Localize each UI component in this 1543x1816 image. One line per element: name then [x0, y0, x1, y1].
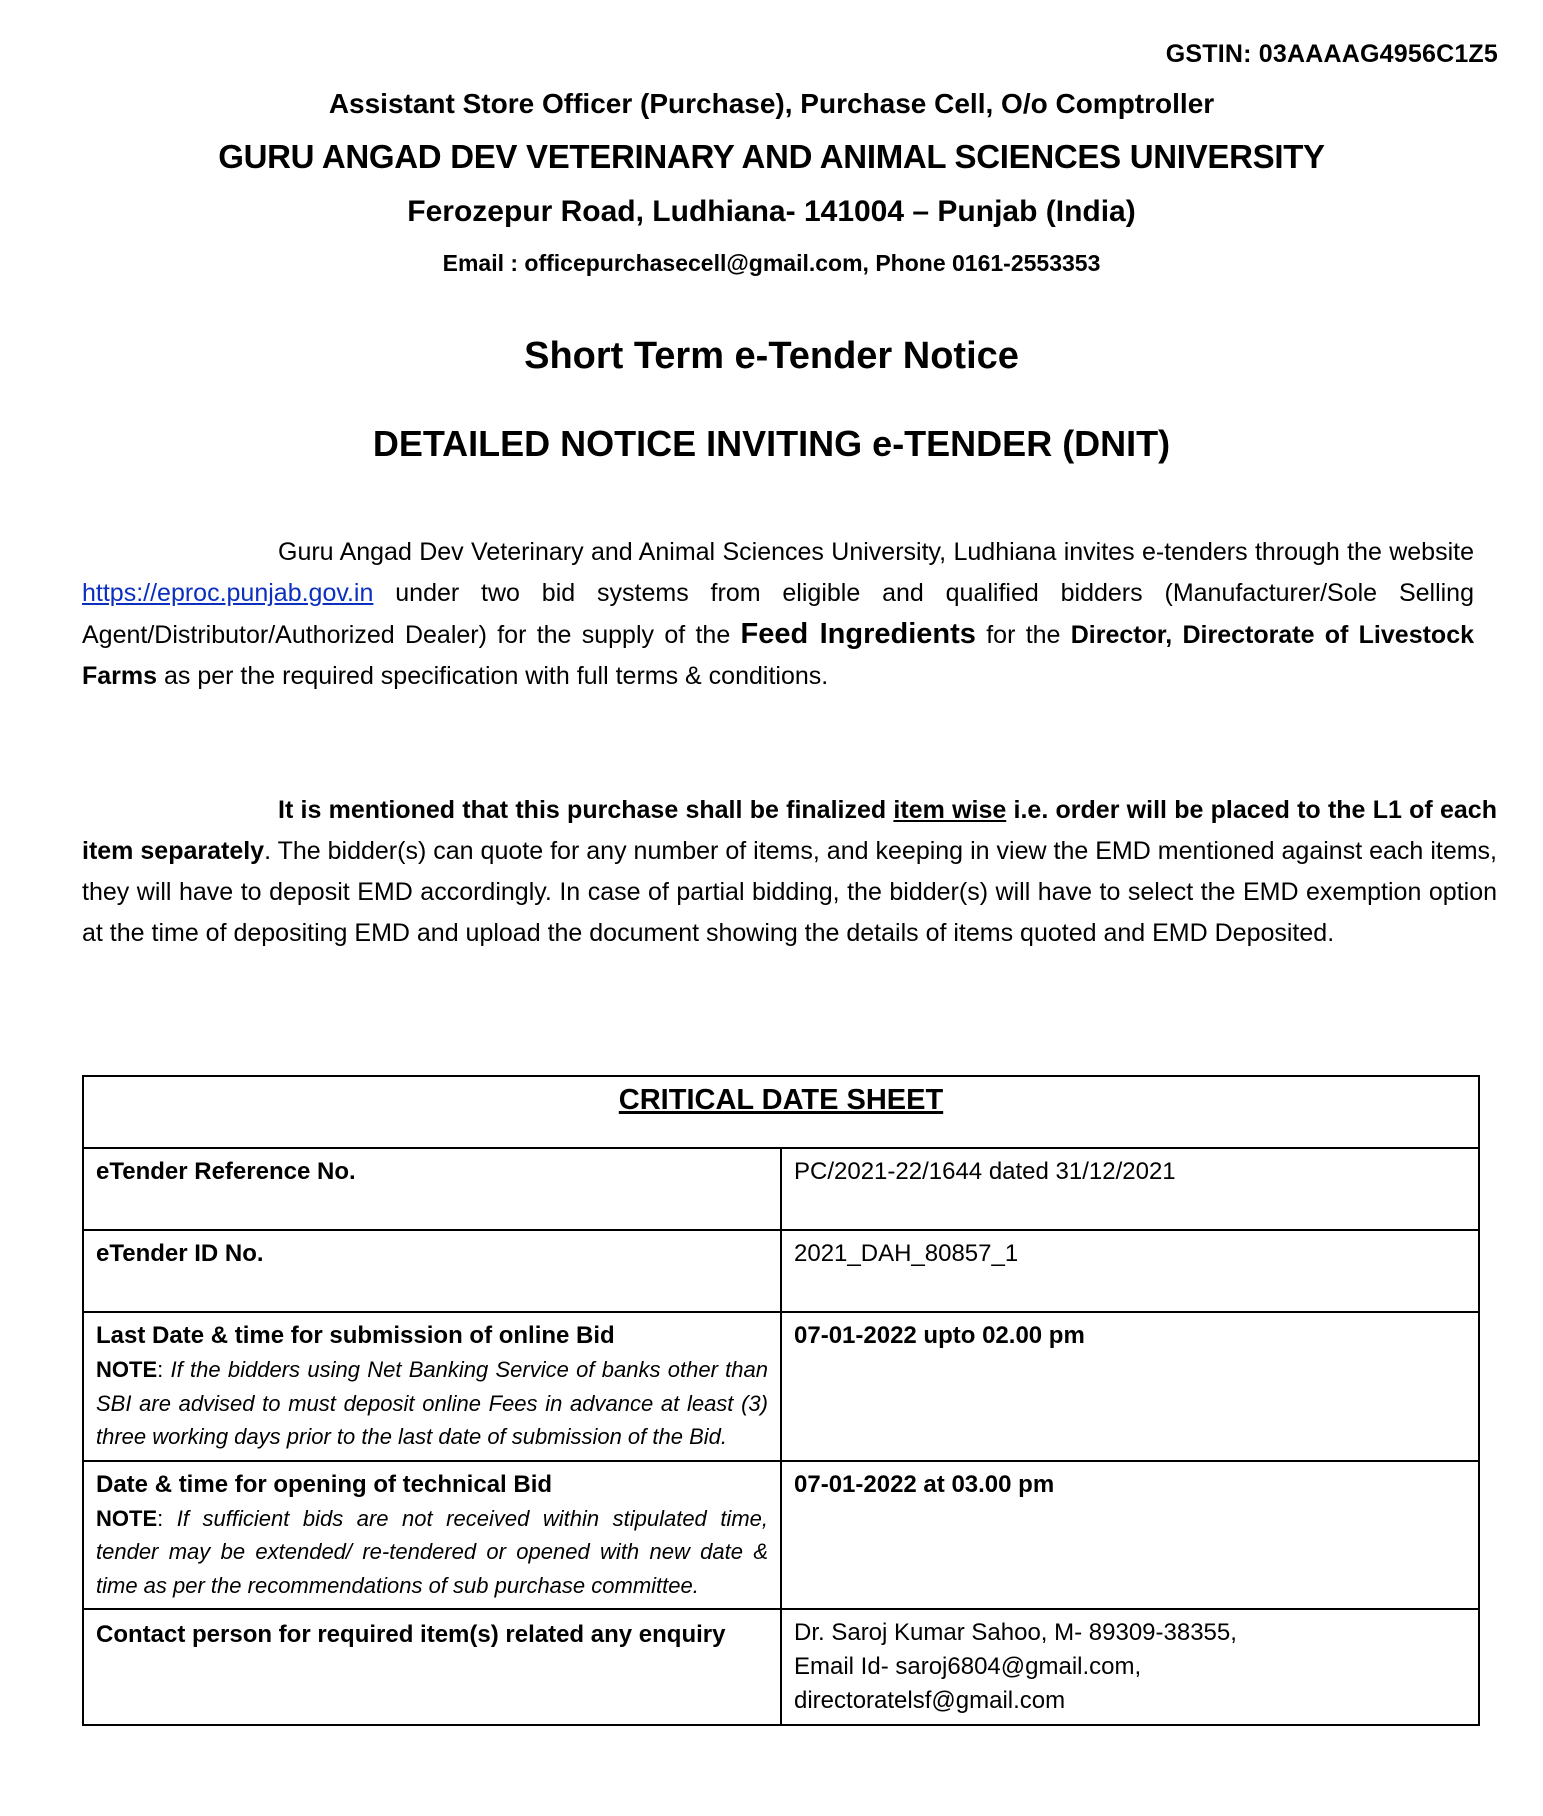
- para2-bold: i.e. order will be placed to the L1 of each item separately: [82, 796, 1497, 865]
- table-row: [83, 1148, 1479, 1230]
- department-name: Director, Directorate of Livestock Farms: [82, 621, 1474, 690]
- table-row: [83, 1312, 1479, 1461]
- row-note: NOTE: If the bidders using Net Banking Service of banks other than SBI are advised to must deposit online Fees in advance at least (3) three working days prior to the last date of submission of the Bid.: [96, 1357, 769, 1449]
- gstin-number: GSTIN: 03AAAAG4956C1Z5: [1165, 40, 1498, 68]
- para2-text: . The bidder(s) can quote for any number of items, and keeping in view the EMD mentioned against each items, they will have to deposit EMD accordingly. In case of partial bidding, the bidder(s) will have to select the EMD exemption option at the time of depositing EMD and upload the document showing the details of items quoted and EMD Deposited.: [82, 837, 1497, 947]
- table-row: [83, 1230, 1479, 1312]
- critical-date-sheet-table: [82, 1075, 1480, 1726]
- eproc-link[interactable]: https://eproc.punjab.gov.in: [82, 579, 374, 607]
- para2-bold: It is mentioned that this purchase shall be finalized: [278, 796, 894, 824]
- row-value: 2021_DAH_80857_1: [781, 1230, 1479, 1312]
- itemwise-paragraph: [82, 790, 1497, 954]
- row-label: [83, 1312, 781, 1461]
- row-note: NOTE: If sufficient bids are not received within stipulated time, tender may be extended/ re-tendered or opened with new date & time as per the recommendations of sub purchase committee.: [96, 1505, 768, 1598]
- row-value: 07-01-2022 at 03.00 pm: [781, 1461, 1479, 1610]
- item-wise-emphasis: item wise: [893, 796, 1007, 824]
- row-value: PC/2021-22/1644 dated 31/12/2021: [781, 1148, 1479, 1230]
- item-name: Feed Ingredients: [740, 618, 976, 650]
- row-label: Contact person for required item(s) related any enquiry: [83, 1609, 781, 1725]
- row-value: [781, 1609, 1479, 1725]
- table-row: [83, 1609, 1479, 1725]
- directorate-email: directoratelsf@gmail.com: [794, 1687, 1066, 1714]
- row-value: 07-01-2022 upto 02.00 pm: [781, 1312, 1479, 1461]
- dnit-title: DETAILED NOTICE INVITING e-TENDER (DNIT): [372, 423, 1171, 464]
- contact-person: Dr. Saroj Kumar Sahoo, M- 89309-38355,: [794, 1619, 1237, 1646]
- contact-email: Email Id- saroj6804@gmail.com,: [794, 1653, 1142, 1680]
- table-title: CRITICAL DATE SHEET: [83, 1076, 1479, 1148]
- para1-text: under two bid systems from eligible and qualified bidders (Manufacturer/Sole Selling Agent/Distributor/Authorized Dealer) for the supply of the: [82, 579, 1474, 649]
- notice-title: Short Term e-Tender Notice: [524, 335, 1019, 377]
- row-label: [83, 1461, 781, 1610]
- invitation-paragraph: [82, 532, 1474, 697]
- row-label-text: Last Date & time for submission of online Bid: [96, 1322, 615, 1349]
- para1-text: Guru Angad Dev Veterinary and Animal Sciences University, Ludhiana invites e-tenders through the website: [278, 538, 1474, 566]
- para1-text: for the: [975, 621, 1071, 649]
- table-row: [83, 1461, 1479, 1610]
- university-name: GURU ANGAD DEV VETERINARY AND ANIMAL SCIENCES UNIVERSITY: [218, 138, 1325, 175]
- university-address: Ferozepur Road, Ludhiana- 141004 – Punjab (India): [407, 195, 1136, 228]
- row-label: eTender Reference No.: [83, 1148, 781, 1230]
- contact-line: Email : officepurchasecell@gmail.com, Phone 0161-2553353: [442, 250, 1101, 276]
- row-label: eTender ID No.: [83, 1230, 781, 1312]
- para1-text: as per the required specification with full terms & conditions.: [157, 662, 829, 690]
- office-heading: Assistant Store Officer (Purchase), Purchase Cell, O/o Comptroller: [328, 88, 1215, 119]
- row-label-text: Date & time for opening of technical Bid: [96, 1470, 553, 1498]
